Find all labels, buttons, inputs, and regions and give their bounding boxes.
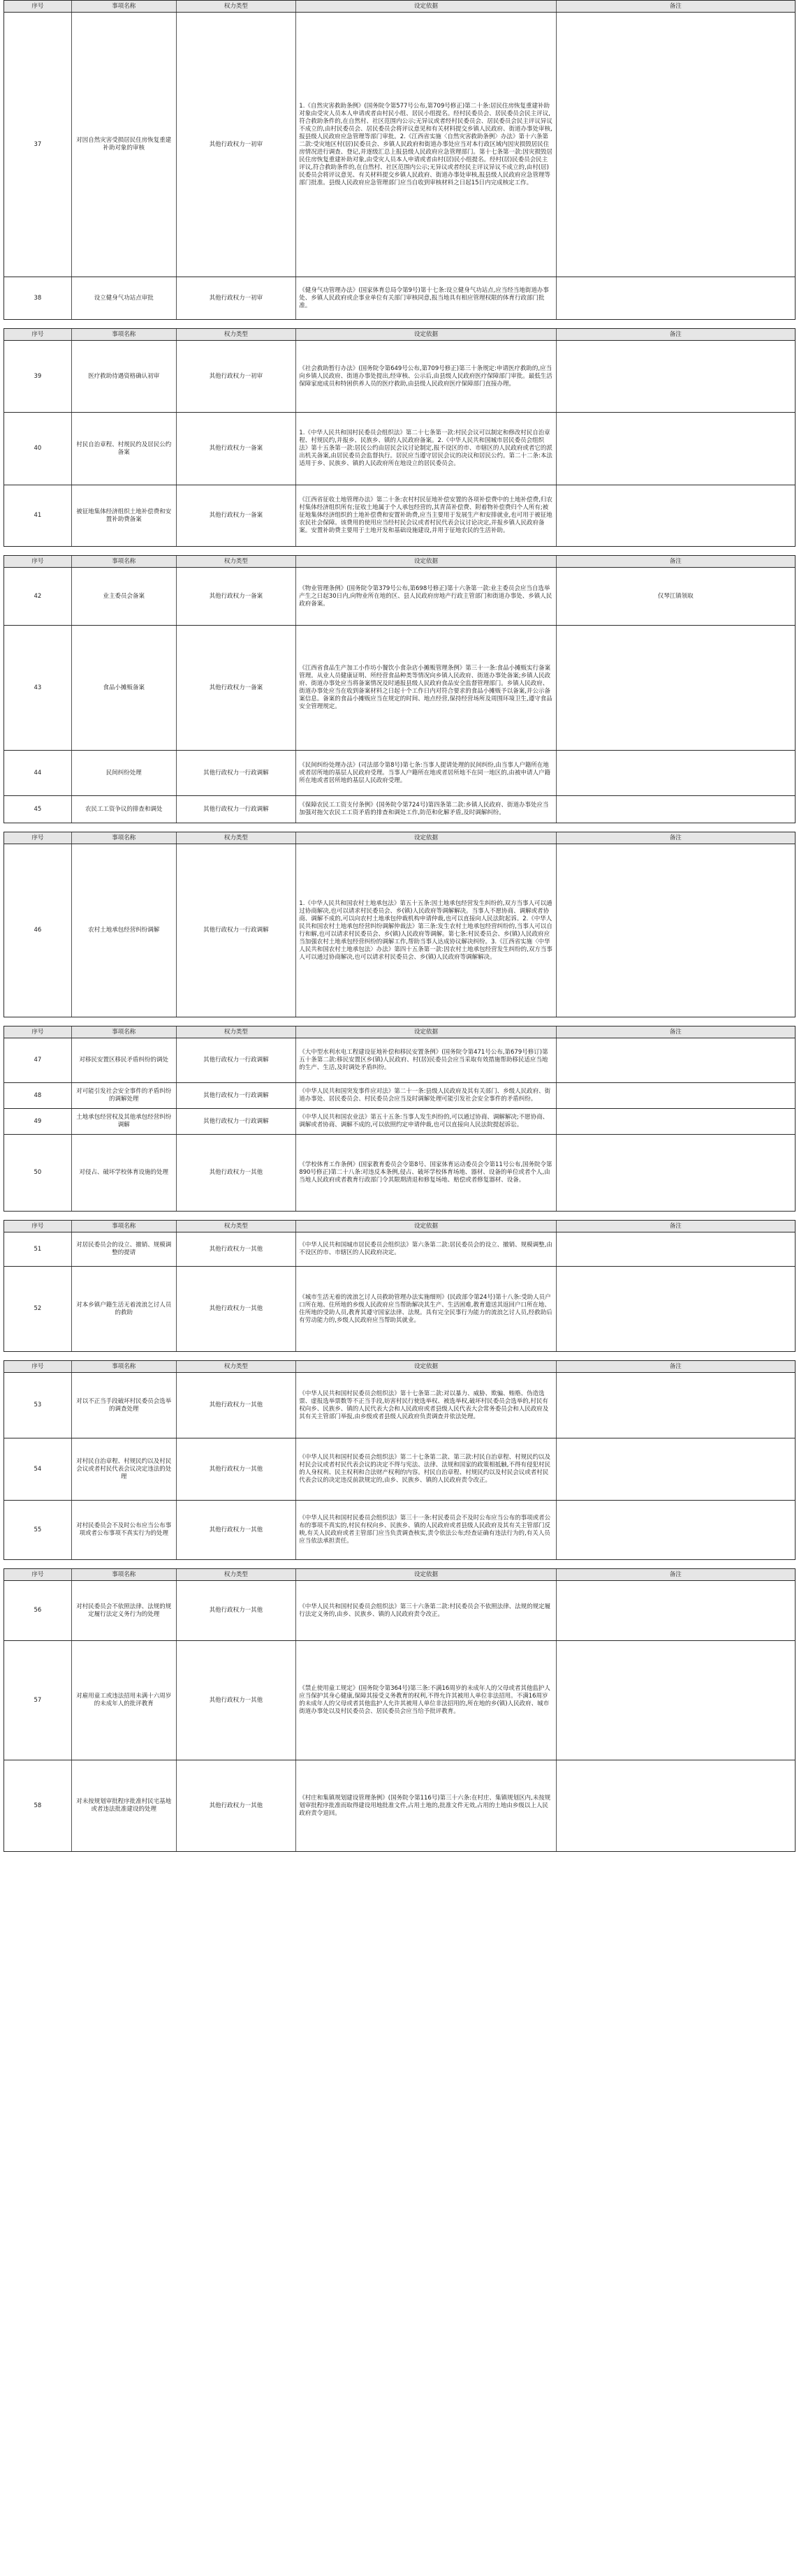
legal-basis-cell-text: 《健身气功管理办法》(国家体育总局令第9号)第十七条:设立健身气功站点,应当经当地街道办事处、乡镇人民政府或企事业单位有关部门审核同意,报当地具有相应管理权限的体育行政部门批准。 [299, 286, 549, 309]
power-type-cell [177, 1501, 297, 1559]
power-type-cell [177, 413, 297, 485]
item-name-header: 事项名称 [72, 1026, 177, 1038]
remarks-header: 备注 [669, 2, 682, 10]
table-row [4, 1232, 795, 1267]
legal-basis-cell [296, 1109, 556, 1134]
item-name-cell [72, 1267, 177, 1351]
table-row [4, 277, 795, 320]
power-type-cell-text: 其他行政权力一其他 [209, 1169, 263, 1176]
legal-basis-header: 设定依据 [296, 329, 556, 340]
item-name-cell-text: 农村土地承包经营纠纷调解 [88, 927, 160, 934]
power-type-cell [177, 1109, 297, 1134]
sequence-number-cell [4, 1109, 72, 1134]
sequence-number-cell-text: 53 [34, 1401, 42, 1408]
sequence-number-cell-text: 37 [34, 140, 42, 148]
remarks-header: 备注 [669, 1570, 682, 1578]
legal-basis-cell [296, 1038, 556, 1082]
sequence-number-cell [4, 1438, 72, 1500]
legal-basis-cell [296, 1267, 556, 1351]
legal-basis-cell-text: 《中华人民共和国村民委员会组织法》第三十六条第二款:村民委员会不依照法律、法规的规定履行法定义务的,由乡、民族乡、镇的人民政府责令改正。 [299, 1603, 551, 1618]
item-name-cell-text: 对以不正当手段破坏村民委员会选举的调查处理 [76, 1397, 172, 1413]
item-name-cell-text: 设立健身气功站点审批 [94, 294, 154, 302]
power-type-cell [177, 1232, 297, 1266]
power-type-header: 权力类型 [177, 329, 297, 340]
power-type-cell-text: 其他行政权力一其他 [209, 1526, 263, 1533]
sequence-number-cell [4, 277, 72, 319]
power-type-cell [177, 277, 297, 319]
power-type-cell-text: 其他行政权力一其他 [209, 1401, 263, 1408]
table-row [4, 413, 795, 485]
item-name-cell-text: 对本乡镇户籍生活无着流浪乞讨人员的救助 [76, 1301, 172, 1316]
power-type-cell [177, 1267, 297, 1351]
legal-basis-cell [296, 796, 556, 823]
item-name-cell [72, 1438, 177, 1500]
table-header-row [4, 1221, 795, 1232]
sequence-number-cell-text: 50 [34, 1169, 42, 1176]
power-type-cell-text: 其他行政权力一行政调解 [203, 1117, 269, 1125]
remarks-header: 备注 [669, 1222, 682, 1230]
sequence-number-cell-text: 52 [34, 1305, 42, 1312]
item-name-cell [72, 1760, 177, 1851]
sequence-number-cell-text: 55 [34, 1526, 42, 1533]
remarks-cell [557, 413, 795, 485]
legal-basis-cell-text: 1.《中华人民共和国农村土地承包法》第五十五条:因土地承包经营发生纠纷的,双方当事人可以通过协商解决,也可以请求村民委员会、乡(镇)人民政府等调解解决。当事人不愿协商、调解或者协商、调解不成的,可以向农村土地承包仲裁机构申请仲裁,也可以直接向人民法院起诉。2.《中华人民共和国农村土地承包经营纠纷调解仲裁法》第三条:发生农村土地承包经营纠纷的,当事人可以自行和解,也可以请求村民委员会、乡(镇)人民政府等调解。第七条:村民委员会、乡(镇)人民政府应当加强农村土地承包经营纠纷的调解工作,帮助当事人达成协议解决纠纷。3.《江西省实施〈中华人民共和国农村土地承包法〉办法》第四十五条第一款:因农村土地承包经营发生纠纷的,双方当事人可以通过协商解决,也可以请求村民委员会、乡(镇)人民政府等调解解决。 [299, 899, 552, 961]
legal-basis-cell [296, 485, 556, 546]
table-row [4, 13, 795, 277]
remarks-cell [557, 1038, 795, 1082]
item-name-cell [72, 844, 177, 1017]
power-type-cell-text: 其他行政权力一行政调解 [203, 805, 269, 813]
legal-basis-cell [296, 568, 556, 625]
power-type-header: 权力类型 [177, 1361, 297, 1372]
sequence-number-cell [4, 796, 72, 823]
legal-basis-cell-text: 《江西省征收土地管理办法》第二十条:农村村民征地补偿安置的各项补偿费中的土地补偿费,归农村集体经济组织所有;征收土地属于个人承包经营的,其青苗补偿费、附着物补偿费归个人所有;被征地集体经济组织的土地补偿费和安置补助费,应当主要用于发展生产和安排就业,也可用于被征地农民社会保障。该费用的使用应当经村民会议或者村民代表会议讨论决定,并报乡镇人民政府备案。安置补助费主要用于土地开发和基础设施建设,并用于征地农民的生活补助。 [299, 496, 552, 534]
item-name-cell-text: 农民工工资争议的排查和调处 [85, 805, 163, 813]
sequence-number-cell [4, 1267, 72, 1351]
legal-basis-cell-text: 《中华人民共和国农业法》第五十五条:当事人发生纠纷的,可以通过协商、调解解决;不愿协商、调解或者协商、调解不成的,可以依照约定申请仲裁,也可以直接向人民法院提起诉讼。 [299, 1114, 549, 1128]
power-type-cell-text: 其他行政权力一初审 [209, 294, 263, 302]
legal-basis-cell [296, 1083, 556, 1108]
remarks-header: 备注 [669, 834, 682, 841]
item-name-cell [72, 341, 177, 412]
remarks-header: 备注 [669, 1362, 682, 1370]
remarks-cell [557, 1641, 795, 1760]
power-type-cell [177, 568, 297, 625]
table-header-row [4, 1, 795, 13]
sequence-number-cell [4, 751, 72, 795]
legal-basis-cell-text: 《中华人民共和国村民委员会组织法》第二十七条第二款、第三款:村民自治章程、村规民约以及村民会议或者村民代表会议的决定不得与宪法、法律、法规和国家的政策相抵触,不得有侵犯村民的人身权利、民主权利和合法财产权利的内容。村民自治章程、村规民约以及村民会议或者村民代表会议的决定违反前款规定的,由乡、民族乡、镇的人民政府责令改正。 [299, 1454, 551, 1484]
item-name-header: 事项名称 [72, 1569, 177, 1580]
remarks-cell [557, 1373, 795, 1438]
legal-basis-cell [296, 1581, 556, 1640]
item-name-cell [72, 796, 177, 823]
power-type-cell-text: 其他行政权力一备案 [209, 445, 263, 452]
legal-basis-cell [296, 1760, 556, 1851]
table-row [4, 626, 795, 751]
sequence-number-cell [4, 568, 72, 625]
item-name-cell-text: 对可能引发社会安全事件的矛盾纠纷的调解处理 [76, 1088, 172, 1103]
legal-basis-cell-text: 《禁止使用童工规定》(国务院令第364号)第三条:不满16周岁的未成年人的父母或者其他监护人应当保护其身心健康,保障其接受义务教育的权利,不得允许其被用人单位非法招用。不满16周岁的未成年人的父母或者其他监护人允许其被用人单位非法招用的,所在地的乡(镇)人民政府、城市街道办事处以及村民委员会、居民委员会应当给予批评教育。 [299, 1685, 550, 1715]
legal-basis-cell [296, 1373, 556, 1438]
table-page [3, 1568, 796, 1852]
power-type-cell [177, 485, 297, 546]
item-name-cell [72, 1083, 177, 1108]
item-name-cell-text: 对移民安置区移民矛盾纠纷的调处 [79, 1057, 168, 1063]
legal-basis-header: 设定依据 [296, 1, 556, 12]
power-type-cell [177, 1581, 297, 1640]
legal-basis-cell-text: 1.《中华人民共和国村民委员会组织法》第二十七条第一款:村民会议可以制定和修改村民自治章程、村规民约,并报乡、民族乡、镇的人民政府备案。2.《中华人民共和国城市居民委员会组织法》第十五条第一款:居民公约由居民会议讨论制定,报不设区的市、市辖区的人民政府或者它的派出机关备案,由居民委员会监督执行。居民应当遵守居民会议的决议和居民公约。第二十二条:本法适用于乡、民族乡、镇的人民政府所在地设立的居民委员会。 [299, 429, 552, 467]
item-name-header: 事项名称 [72, 556, 177, 567]
remarks-cell [557, 626, 795, 750]
table-header-row [4, 1361, 795, 1373]
sequence-no-header: 序号 [4, 1221, 72, 1232]
sequence-no-header: 序号 [4, 329, 72, 340]
item-name-cell-text: 业主委员会备案 [103, 592, 145, 600]
power-type-header: 权力类型 [177, 832, 297, 844]
legal-basis-cell-text: 《江西省食品生产加工小作坊小餐饮小食杂店小摊贩管理条例》第三十一条:食品小摊贩实行备案管理。从业人员健康证明、所经营食品种类等情况向乡镇人民政府、街道办事处备案;乡镇人民政府、街道办事处应当将备案情况及时通报县级人民政府食品安全监督管理部门。乡镇人民政府、街道办事处应当在收到备案材料之日起十个工作日内对符合要求的食品小摊贩予以备案,并公示备案信息。备案的食品小摊贩应当在规定的时间、地点经营,保持经营场所及周围环境卫生,遵守食品安全管理规定。 [299, 665, 552, 710]
table-row [4, 1135, 795, 1212]
sequence-number-cell-text: 57 [34, 1696, 42, 1704]
item-name-header: 事项名称 [72, 1, 177, 12]
table-header-row [4, 832, 795, 844]
item-name-cell [72, 626, 177, 750]
sequence-number-cell-text: 47 [34, 1057, 42, 1063]
item-name-cell-text: 对未按规划审批程序批准村民宅基地或者违法批准建设的处理 [76, 1798, 172, 1813]
sequence-number-cell-text: 42 [34, 592, 42, 600]
table-page [3, 1360, 796, 1560]
table-page [3, 832, 796, 1017]
legal-basis-cell-text: 《物业管理条例》(国务院令第379号公布,第698号修正)第十六条第一款:业主委员会应当自选举产生之日起30日内,向物业所在地的区、县人民政府房地产行政主管部门和街道办事处、乡镇人民政府备案。 [299, 584, 552, 608]
table-row [4, 796, 795, 823]
legal-basis-header: 设定依据 [296, 1361, 556, 1372]
item-name-cell [72, 485, 177, 546]
sequence-number-cell-text: 45 [34, 805, 42, 813]
item-name-cell [72, 1641, 177, 1760]
power-type-cell-text: 其他行政权力一初审 [209, 372, 263, 380]
power-type-cell-text: 其他行政权力一备案 [209, 684, 263, 691]
power-type-cell [177, 844, 297, 1017]
sequence-no-header: 序号 [4, 832, 72, 844]
legal-basis-cell [296, 341, 556, 412]
power-type-cell [177, 1373, 297, 1438]
power-type-cell-text: 其他行政权力一其他 [209, 1696, 263, 1704]
item-name-header: 事项名称 [72, 329, 177, 340]
sequence-number-cell-text: 56 [34, 1607, 42, 1614]
sequence-no-header: 序号 [4, 1361, 72, 1372]
item-name-cell [72, 1373, 177, 1438]
sequence-number-cell-text: 44 [34, 769, 42, 777]
table-row [4, 341, 795, 413]
power-type-header: 权力类型 [177, 1569, 297, 1580]
sequence-number-cell [4, 1760, 72, 1851]
power-type-header: 权力类型 [177, 1, 297, 12]
sequence-number-cell [4, 1373, 72, 1438]
remarks-cell [557, 1760, 795, 1851]
power-type-cell [177, 1641, 297, 1760]
item-name-cell-text: 对村民委员会不及时公布应当公布事项或者公布事项不真实行为的处理 [76, 1522, 172, 1537]
remarks-cell [557, 341, 795, 412]
power-type-cell [177, 626, 297, 750]
table-row [4, 1641, 795, 1760]
legal-basis-cell [296, 626, 556, 750]
power-type-cell-text: 其他行政权力一行政调解 [203, 927, 269, 934]
remarks-cell [557, 1501, 795, 1559]
power-type-cell-text: 其他行政权力一其他 [209, 1245, 263, 1253]
sequence-number-cell [4, 341, 72, 412]
power-type-cell [177, 1083, 297, 1108]
sequence-number-cell [4, 1083, 72, 1108]
item-name-cell [72, 1581, 177, 1640]
remarks-header: 备注 [669, 330, 682, 338]
remarks-header: 备注 [669, 557, 682, 565]
table-row [4, 751, 795, 796]
item-name-header: 事项名称 [72, 1361, 177, 1372]
item-name-cell-text: 对村民委员会不依照法律、法规的规定履行法定义务行为的处理 [76, 1603, 172, 1618]
remarks-cell [557, 13, 795, 277]
item-name-cell-text: 村民自治章程、村规民约及居民公约备案 [76, 441, 172, 456]
sequence-number-cell-text: 43 [34, 684, 42, 691]
legal-basis-header: 设定依据 [296, 1221, 556, 1232]
item-name-cell-text: 被征地集体经济组织土地补偿费和安置补助费备案 [76, 508, 172, 523]
power-type-cell-text: 其他行政权力一其他 [209, 1802, 263, 1809]
legal-basis-cell-text: 《保障农民工工资支付条例》(国务院令第724号)第四条第二款:乡镇人民政府、街道办事处应当加强对拖欠农民工工资矛盾的排查和调处工作,防范和化解矛盾,及时调解纠纷。 [299, 802, 549, 816]
table-row [4, 485, 795, 547]
table-row [4, 1581, 795, 1641]
sequence-number-cell-text: 54 [34, 1465, 42, 1473]
remarks-cell [557, 485, 795, 546]
table-row [4, 1267, 795, 1352]
legal-basis-header: 设定依据 [296, 556, 556, 567]
power-type-cell-text: 其他行政权力一其他 [209, 1607, 263, 1614]
sequence-number-cell [4, 626, 72, 750]
power-type-cell [177, 1038, 297, 1082]
legal-basis-cell-text: 《中华人民共和国村民委员会组织法》第十七条第二款:对以暴力、威胁、欺骗、贿赂、伪造选票、虚报选举票数等不正当手段,妨害村民行使选举权、被选举权,破坏村民委员会选举的,村民有权向乡、民族乡、镇的人民代表大会和人民政府或者县级人民代表大会常务委员会和人民政府及其有关主管部门举报,由乡级或者县级人民政府负责调查并依法处理。 [299, 1390, 549, 1420]
power-type-cell-text: 其他行政权力一其他 [209, 1465, 263, 1473]
power-type-cell [177, 1438, 297, 1500]
table-row [4, 1438, 795, 1501]
legal-basis-cell-text: 《民间纠纷处理办法》(司法部令第8号)第七条:当事人提请处理的民间纠纷,由当事人户籍所在地或者居所地的基层人民政府受理。当事人户籍所在地或者居所地不在同一地区的,由被申请人户籍所在地或者居所地的基层人民政府受理。 [299, 761, 550, 784]
power-type-header: 权力类型 [177, 556, 297, 567]
sequence-number-cell-text: 46 [34, 927, 42, 934]
sequence-number-cell [4, 1581, 72, 1640]
remarks-cell [557, 1438, 795, 1500]
item-name-cell-text: 对雇用童工或违法招用未满十六周岁的未成年人的批评教育 [76, 1693, 172, 1707]
remarks-cell [557, 1109, 795, 1134]
sequence-number-cell-text: 39 [34, 372, 42, 380]
sequence-no-header: 序号 [4, 1, 72, 12]
power-type-cell-text: 其他行政权力一备案 [209, 512, 263, 519]
legal-basis-cell [296, 751, 556, 795]
power-type-header: 权力类型 [177, 1026, 297, 1038]
table-header-row [4, 556, 795, 568]
sequence-number-cell [4, 413, 72, 485]
power-type-cell [177, 751, 297, 795]
power-type-cell [177, 341, 297, 412]
item-name-cell-text: 对侵占、破坏学校体育设施的处理 [79, 1169, 168, 1176]
power-type-cell-text: 其他行政权力一备案 [209, 592, 263, 600]
document [3, 0, 796, 1852]
power-type-cell-text: 其他行政权力一行政调解 [203, 1091, 269, 1099]
remarks-cell-text: 仅琴江镇领取 [657, 592, 694, 600]
item-name-cell-text: 土地承包经营权及其他承包经营纠纷调解 [76, 1114, 172, 1128]
power-type-cell [177, 1760, 297, 1851]
sequence-no-header: 序号 [4, 556, 72, 567]
legal-basis-cell-text: 《中华人民共和国城市居民委员会组织法》第六条第二款:居民委员会的设立、撤销、规模调整,由不设区的市、市辖区的人民政府决定。 [299, 1242, 552, 1256]
item-name-cell [72, 1232, 177, 1266]
table-page [3, 555, 796, 823]
item-name-cell [72, 413, 177, 485]
sequence-number-cell-text: 40 [34, 445, 42, 452]
item-name-cell-text: 医疗救助待遇资格确认初审 [88, 372, 160, 380]
sequence-number-cell [4, 13, 72, 277]
item-name-cell-text: 民间纠纷处理 [105, 769, 142, 777]
item-name-cell-text: 对村民自治章程、村规民约以及村民会议或者村民代表会议决定违法的处理 [76, 1457, 172, 1480]
legal-basis-cell [296, 277, 556, 319]
table-header-row [4, 1569, 795, 1581]
item-name-cell [72, 568, 177, 625]
power-type-cell [177, 796, 297, 823]
table-row [4, 1501, 795, 1560]
table-row [4, 1373, 795, 1438]
table-row [4, 1760, 795, 1852]
table-page [3, 1220, 796, 1352]
legal-basis-header: 设定依据 [296, 832, 556, 844]
legal-basis-cell [296, 1232, 556, 1266]
sequence-number-cell-text: 41 [34, 512, 42, 519]
table-row [4, 1083, 795, 1109]
table-row [4, 1038, 795, 1083]
legal-basis-cell [296, 844, 556, 1017]
power-type-cell-text: 其他行政权力一行政调解 [203, 1057, 269, 1063]
sequence-number-cell [4, 1038, 72, 1082]
table-header-row [4, 329, 795, 341]
item-name-cell-text: 对因自然灾害受损居民住房恢复重建补助对象的审核 [76, 137, 172, 152]
table-row [4, 1109, 795, 1135]
item-name-cell [72, 277, 177, 319]
legal-basis-cell [296, 1641, 556, 1760]
table-row [4, 568, 795, 626]
legal-basis-cell-text: 《村庄和集镇规划建设管理条例》(国务院令第116号)第三十六条:在村庄、集镇规划区内,未按规划审批程序批准而取得建设用地批准文件,占用土地的,批准文件无效,占用的土地由乡级以上人民政府责令退回。 [299, 1794, 551, 1817]
sequence-number-cell [4, 844, 72, 1017]
remarks-cell [557, 1581, 795, 1640]
legal-basis-cell-text: 《社会救助暂行办法》(国务院令第649号公布,第709号修正)第三十条规定:申请医疗救助的,应当向乡镇人民政府、街道办事处提出,经审核、公示后,由县级人民政府医疗保障部门审批。最低生活保障家庭成员和特困供养人员的医疗救助,由县级人民政府医疗保障部门直接办理。 [299, 365, 552, 388]
power-type-header: 权力类型 [177, 1221, 297, 1232]
sequence-number-cell [4, 485, 72, 546]
legal-basis-cell [296, 1135, 556, 1211]
remarks-cell [557, 1135, 795, 1211]
legal-basis-cell-text: 1.《自然灾害救助条例》(国务院令第577号公布,第709号修正)第二十条:居民住房恢复重建补助对象由受灾人员本人申请或者由村民小组、居民小组提名。经村民委员会、居民委员会民主评议,符合救助条件的,在自然村、社区范围内公示;无异议或者经村民委员会、居民委员会民主评议异议不成立的,由村民委员会、居民委员会将评议意见和有关材料提交乡镇人民政府、街道办事处审核,报县级人民政府应急管理等部门审批。2.《江西省实施〈自然灾害救助条例〉办法》第十六条第二款:受灾地区村(居)民委员会、乡镇人民政府和街道办事处应当对本行政区域内因灾损毁居民住房情况进行调查、登记,并逐级汇总上报县级人民政府应急管理部门。第十七条第一款:因灾损毁居民住房恢复重建补助对象,由受灾人员本人申请或者由村(居)民小组提名。经村(居)民委员会民主评议,符合救助条件的,在自然村、社区范围内公示;无异议或者经民主评议异议不成立的,由村(居)民委员会将评议意见、有关材料提交乡镇人民政府、街道办事处审核,报县级人民政府应急管理等部门批准。县级人民政府应急管理部门应当自收到审核材料之日起15日内完成核定工作。 [299, 102, 552, 186]
sequence-number-cell [4, 1641, 72, 1760]
item-name-cell [72, 1135, 177, 1211]
item-name-cell [72, 1109, 177, 1134]
table-page [3, 0, 796, 320]
remarks-cell [557, 796, 795, 823]
legal-basis-cell [296, 413, 556, 485]
legal-basis-header: 设定依据 [296, 1569, 556, 1580]
sequence-number-cell [4, 1501, 72, 1559]
legal-basis-header: 设定依据 [296, 1026, 556, 1038]
sequence-number-cell [4, 1232, 72, 1266]
legal-basis-cell [296, 1501, 556, 1559]
table-row [4, 844, 795, 1017]
sequence-no-header: 序号 [4, 1026, 72, 1038]
remarks-cell [557, 1267, 795, 1351]
remarks-header: 备注 [669, 1028, 682, 1036]
table-page [3, 328, 796, 547]
power-type-cell-text: 其他行政权力一初审 [209, 140, 263, 148]
sequence-number-cell-text: 38 [34, 294, 42, 302]
legal-basis-cell-text: 《中华人民共和国突发事件应对法》第二十一条:县级人民政府及其有关部门、乡级人民政府、街道办事处、居民委员会、村民委员会应当及时调解处理可能引发社会安全事件的矛盾纠纷。 [299, 1088, 551, 1103]
power-type-cell-text: 其他行政权力一其他 [209, 1305, 263, 1312]
sequence-number-cell [4, 1135, 72, 1211]
sequence-number-cell-text: 51 [34, 1245, 42, 1253]
legal-basis-cell-text: 《大中型水利水电工程建设征地补偿和移民安置条例》(国务院令第471号公布,第679号修订)第五十条第二款:移民安置区乡(镇)人民政府、村(居)民委员会应当采取有效措施帮助移民适应当地的生产、生活,及时调处矛盾纠纷。 [299, 1049, 548, 1071]
item-name-cell [72, 1038, 177, 1082]
table-header-row [4, 1026, 795, 1038]
remarks-cell [557, 277, 795, 319]
sequence-number-cell-text: 48 [34, 1091, 42, 1099]
sequence-number-cell-text: 58 [34, 1802, 42, 1809]
item-name-cell [72, 751, 177, 795]
legal-basis-cell-text: 《学校体育工作条例》(国家教育委员会令第8号、国家体育运动委员会令第11号公布,国务院令第890号修正)第二十八条:对违反本条例,侵占、破坏学校体育场地、器材、设备的单位或者个人,由当地人民政府或者教育行政部门令其限期清退和修复场地、赔偿或者修复器材、设备。 [299, 1161, 552, 1184]
legal-basis-cell [296, 1438, 556, 1500]
remarks-cell [557, 844, 795, 1017]
power-type-cell [177, 13, 297, 277]
legal-basis-cell-text: 《城市生活无着的流浪乞讨人员救助管理办法实施细则》(民政部令第24号)第十八条:受助人员户口所在地、住所地的乡级人民政府应当帮助解决其生产、生活困难,教育遣送其返回户口所在地、住所地的受助人员,教育其遵守国家法律、法规。具有完全民事行为能力的流浪乞讨人员,经救助后有劳动能力的,乡级人民政府应当帮助其就业。 [299, 1293, 552, 1324]
sequence-number-cell-text: 49 [34, 1117, 42, 1125]
remarks-cell [557, 1083, 795, 1108]
remarks-cell [557, 751, 795, 795]
item-name-cell-text: 食品小摊贩备案 [103, 684, 145, 691]
item-name-cell [72, 13, 177, 277]
legal-basis-cell-text: 《中华人民共和国村民委员会组织法》第三十一条:村民委员会不及时公布应当公布的事项或者公布的事项不真实的,村民有权向乡、民族乡、镇的人民政府或者县级人民政府及其有关主管部门反映,有关人民政府或者主管部门应当负责调查核实,责令依法公布;经查证确有违法行为的,有关人员应当依法承担责任。 [299, 1515, 551, 1545]
legal-basis-cell [296, 13, 556, 277]
remarks-cell [557, 568, 795, 625]
remarks-cell [557, 1232, 795, 1266]
item-name-cell-text: 对居民委员会的设立、撤销、规模调整的提请 [76, 1242, 172, 1256]
power-type-cell-text: 其他行政权力一行政调解 [203, 769, 269, 777]
sequence-no-header: 序号 [4, 1569, 72, 1580]
table-page [3, 1026, 796, 1212]
power-type-cell [177, 1135, 297, 1211]
item-name-cell [72, 1501, 177, 1559]
item-name-header: 事项名称 [72, 1221, 177, 1232]
item-name-header: 事项名称 [72, 832, 177, 844]
